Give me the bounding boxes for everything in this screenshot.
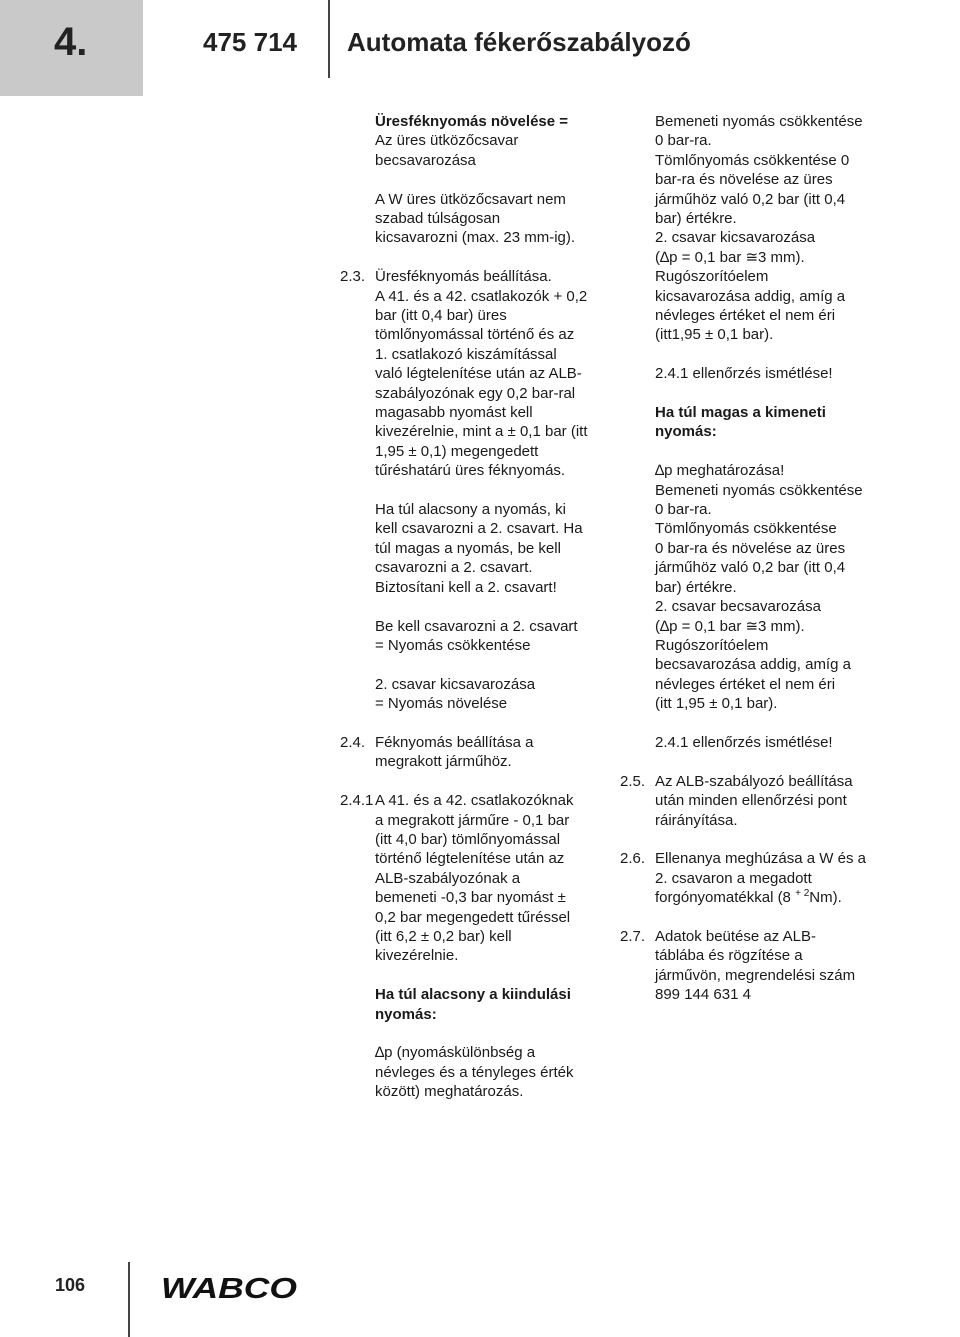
numbered-paragraph [620,927,890,1005]
paragraph-spacer [620,442,890,461]
page-title: Automata fékerőszabályozó [347,27,691,57]
numbered-paragraph [340,267,610,480]
page-number: 106 [55,1275,86,1295]
text-column-left [340,112,610,1102]
numbered-paragraph [340,733,610,772]
paragraph-text: 2.4.1 ellenőrzés ismétlése! [655,733,833,751]
paragraph-text: Ha túl alacsony a kiindulási nyomás: [375,986,571,1023]
text-column-right [620,112,890,1005]
wabco-logo [161,1274,301,1302]
paragraph-spacer [340,655,610,674]
paragraph-text: Féknyomás beállítása a megrakott járműhöz. [375,733,534,771]
paragraph-spacer [340,772,610,791]
paragraph-spacer [620,384,890,403]
paragraph-text: Üresféknyomás növelése = [375,113,569,130]
paragraph-text: Ha túl alacsony a nyomás, ki kell csavarozni a 2. csavart. Ha túl magas a nyomás, be kell csavarozni a 2. csavart. Biztosítani kell a 2. csavart! [375,501,583,596]
paragraph [340,112,610,131]
paragraph-text: Ellenanya meghúzása a W és a 2. csavaron a megadott forgónyomatékkal (8 $^{+ 2}$Nm). [655,850,866,907]
paragraph-spacer [340,597,610,616]
paragraph-spacer [620,714,890,733]
paragraph-spacer [620,345,890,364]
paragraph-spacer [340,1024,610,1043]
section-number: 2.6. [620,850,646,868]
paragraph [620,403,890,442]
section-number: 2.7. [620,927,646,945]
paragraph-text: Üresféknyomás beállítása. A 41. és a 42. csatlakozók + 0,2 bar (itt 0,4 bar) üres tömlőnyomással történő és az 1. csatlakozó kiszámítással való légtelenítése után az ALB- szabályozónak egy 0,2 bar-ral magasabb nyomást kell kivezérelnie, mint a ± 0,1 bar (itt 1,95 ± 0,1) megengedett tűréshatárú üres féknyomás. [375,268,588,480]
paragraph [620,733,890,752]
paragraph-text: ∆p meghatározása! Bemeneti nyomás csökkentése 0 bar-ra. Tömlőnyomás csökkentése 0 bar-ra és növelése az üres járműhöz való 0,2 bar (itt 0,4 bar) értékre. 2. csavar becsavarozása (∆p = 0,1 bar ≅3 mm). Rugószorítóelem becsavarozása addig, amíg a névleges értéket el nem éri (itt 1,95 ± 0,1 bar). [655,462,863,713]
paragraph [340,617,610,656]
footer-divider [128,1262,130,1337]
chapter-tab [0,0,143,96]
numbered-paragraph [340,791,610,966]
paragraph-text: A W üres ütközőcsavart nem szabad túlságosan kicsavarozni (max. 23 mm-ig). [375,190,576,247]
header-divider [328,0,330,78]
paragraph-text: Be kell csavarozni a 2. csavart = Nyomás csökkentése [375,617,578,654]
paragraph [340,675,610,714]
paragraph-text: Adatok beütése az ALB- táblába és rögzítése a járművön, megrendelési szám 899 144 631 4 [655,927,856,1004]
paragraph-spacer [620,908,890,927]
section-number: 2.4. [340,733,366,751]
paragraph [620,112,890,345]
paragraph-spacer [340,481,610,500]
paragraph-text: 2.4.1 ellenőrzés ismétlése! [655,365,833,383]
paragraph-text: Bemeneti nyomás csökkentése 0 bar-ra. Tömlőnyomás csökkentése 0 bar-ra és növelése az üres járműhöz való 0,2 bar (itt 0,4 bar) értékre. 2. csavar kicsavarozása (∆p = 0,1 bar ≅3 mm). Rugószorítóelem kicsavarozása addig, amíg a névleges értéket el nem éri (itt1,95 ± 0,1 bar). [655,113,863,344]
section-number: 2.4.1 [340,792,374,810]
paragraph-spacer [620,830,890,849]
paragraph-text: 2. csavar kicsavarozása = Nyomás növelése [375,675,536,713]
logo-text: WABCO [161,1274,298,1302]
part-number: 475 714 [203,27,297,57]
paragraph-spacer [340,714,610,733]
paragraph [620,364,890,383]
paragraph-text: Az ALB-szabályozó beállítása után minden ellenőrzési pont ráirányítása. [655,772,853,829]
paragraph-spacer [620,752,890,771]
paragraph [340,985,610,1024]
paragraph-spacer [340,170,610,189]
paragraph-text: Ha túl magas a kimeneti nyomás: [655,404,826,441]
paragraph-text: Az üres ütközőcsavar becsavarozása [375,132,519,169]
section-number: 2.3. [340,268,366,286]
paragraph [340,190,610,248]
section-number: 2.5. [620,772,646,790]
paragraph [340,1043,610,1101]
numbered-paragraph [620,772,890,830]
paragraph [620,461,890,713]
chapter-number: 4. [54,20,88,64]
paragraph [340,131,610,170]
paragraph-spacer [340,248,610,267]
paragraph-spacer [340,966,610,985]
paragraph-text: A 41. és a 42. csatlakozóknak a megrakott járműre - 0,1 bar (itt 4,0 bar) tömlőnyomással történő légtelenítése után az ALB-szabályozónak a bemeneti -0,3 bar nyomást ± 0,2 bar megengedett tűréssel (itt 6,2 ± 0,2 bar) kell kivezérelnie. [375,792,574,965]
paragraph-text: ∆p (nyomáskülönbség a névleges és a tényleges érték között) meghatározás. [375,1044,574,1101]
numbered-paragraph [620,849,890,907]
paragraph [340,500,610,597]
